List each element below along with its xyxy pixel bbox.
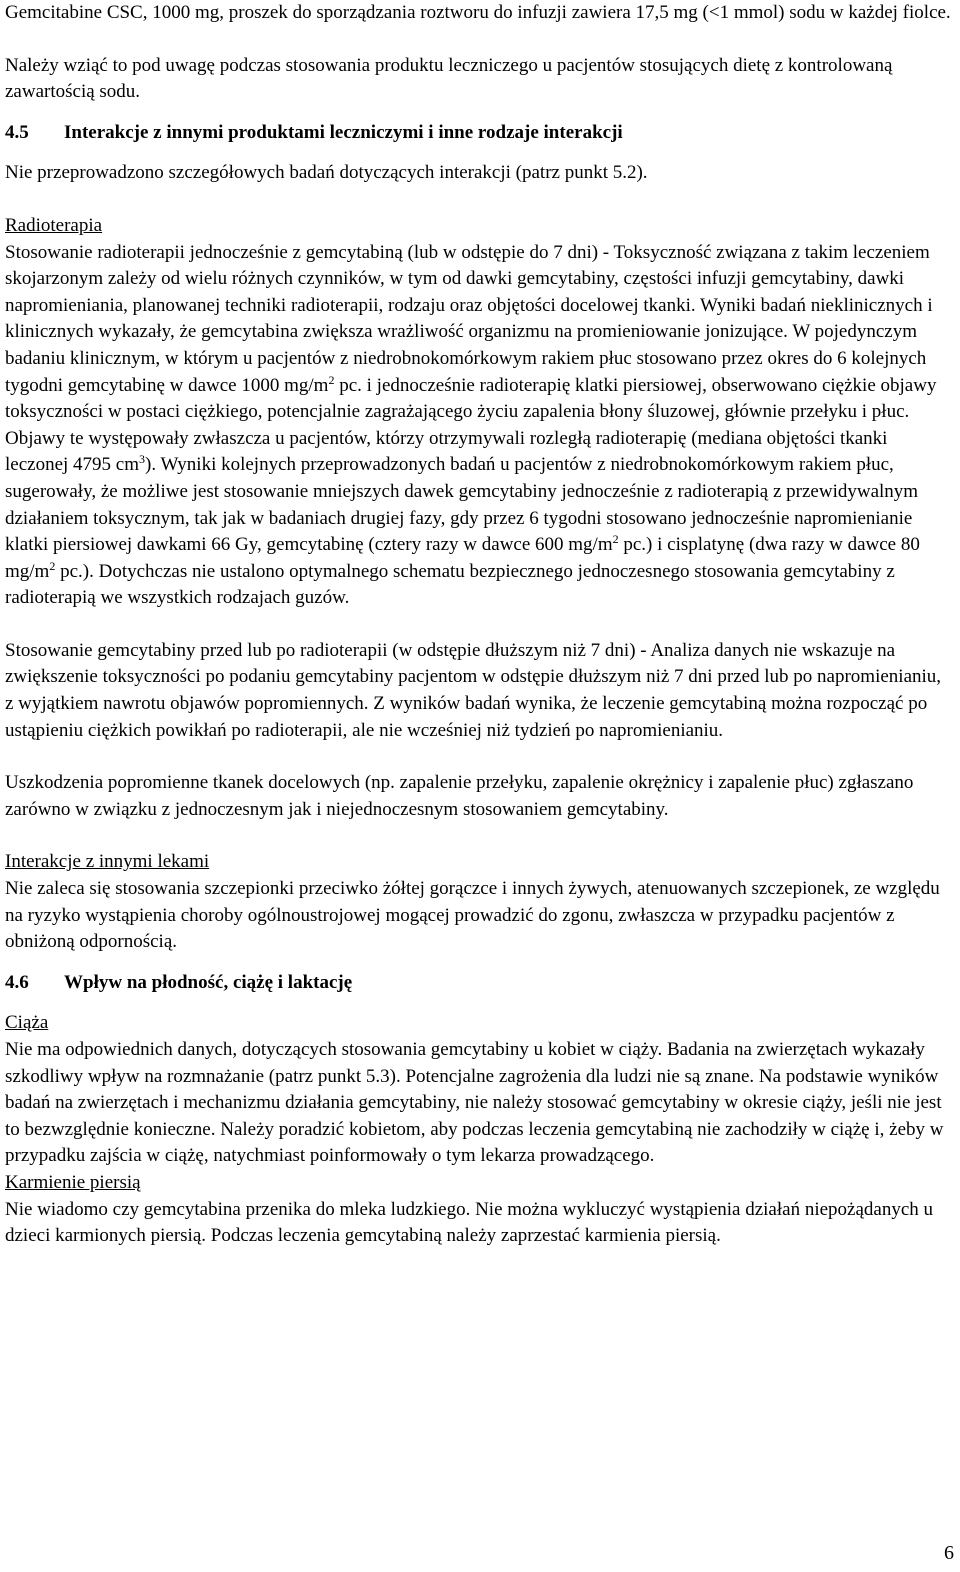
sodium-content-paragraph: Gemcitabine CSC, 1000 mg, proszek do sporządzania roztworu do infuzji zawiera 17,5 mg (<1 mmol) sodu w każdej fiolce. <box>5 2 951 23</box>
breastfeeding-subheading: Karmienie piersią <box>5 1171 141 1193</box>
pregnancy-subheading: Ciąża <box>5 1012 49 1034</box>
other-drugs-subheading: Interakcje z innymi lekami <box>5 851 210 873</box>
radiotherapy-sequential-paragraph: Stosowanie gemcytabiny przed lub po radioterapii (w odstępie dłuższym niż 7 dni) - Analiza danych nie wskazuje na zwiększenie toksyczności po podaniu gemcytabiny pacjentom w odstępie dłuższym niż 7 dni przed lub po napromienianiu, z wyjątkiem nawrotu objawów popromiennych. Z wyników badań wynika, że leczenie gemcytabiną można rozpocząć po ustąpieniu ciężkich powikłań po radioterapii, ale nie wcześniej niż tydzień po napromienianiu. <box>5 639 942 741</box>
section-4-6-number: 4.6 <box>5 971 29 993</box>
breastfeeding-paragraph: Nie wiadomo czy gemcytabina przenika do mleka ludzkiego. Nie można wykluczyć wystąpienia działań niepożądanych u dzieci karmionych piersią. Podczas leczenia gemcytabiną należy zaprzestać karmienia piersią. <box>5 1198 934 1247</box>
section-4-6-heading <box>5 970 953 997</box>
section-4-5-title: Interakcje z innymi produktami leczniczymi i inne rodzaje interakcji <box>64 121 623 143</box>
section-4-5-heading <box>5 120 953 147</box>
radiotherapy-subheading: Radioterapia <box>5 214 103 236</box>
interactions-intro-paragraph: Nie przeprowadzono szczegółowych badań dotyczących interakcji (patrz punkt 5.2). <box>5 162 648 184</box>
section-4-5-number: 4.5 <box>5 121 29 143</box>
section-4-6-title: Wpływ na płodność, ciążę i laktację <box>64 971 353 993</box>
page-number: 6 <box>944 1542 954 1564</box>
sodium-diet-paragraph: Należy wziąć to pod uwagę podczas stosowania produktu leczniczego u pacjentów stosujących dietę z kontrolowaną zawartością sodu. <box>5 54 893 103</box>
radiation-injury-paragraph: Uszkodzenia popromienne tkanek docelowych (np. zapalenie przełyku, zapalenie okrężnicy i zapalenie płuc) zgłaszano zarówno w związku z jednoczesnym jak i niejednoczesnym stosowaniem gemcytabiny. <box>5 772 914 820</box>
document-page <box>5 0 953 1250</box>
other-drugs-paragraph: Nie zaleca się stosowania szczepionki przeciwko żółtej gorączce i innych żywych, atenuowanych szczepionek, ze względu na ryzyko wystąpienia choroby ogólnoustrojowej mogącej prowadzić do zgonu, zwłaszcza w przypadku pacjentów z obniżoną odpornością. <box>5 878 940 953</box>
pregnancy-paragraph: Nie ma odpowiednich danych, dotyczących stosowania gemcytabiny u kobiet w ciąży. Badania na zwierzętach wykazały szkodliwy wpływ na rozmnażanie (patrz punkt 5.3). Potencjalne zagrożenia dla ludzi nie są znane. Na podstawie wyników badań na zwierzętach i mechanizmu działania gemcytabiny, nie należy stosować gemcytabiny w okresie ciąży, jeśli nie jest to bezwzględnie konieczne. Należy poradzić kobietom, aby podczas leczenia gemcytabiną nie zachodziły w ciążę i, żeby w przypadku zajścia w ciążę, natychmiast poinformowały o tym lekarza prowadzącego. <box>5 1039 944 1167</box>
radiotherapy-concurrent-paragraph: Stosowanie radioterapii jednocześnie z gemcytabiną (lub w odstępie do 7 dni) - Toksyczność związana z takim leczeniem skojarzonym zależy od wielu różnych czynników, w tym od dawki gemcytabiny, częstości infuzji gemcytabiny, dawki napromieniania, planowanej techniki radioterapii, rodzaju oraz objętości docelowej tkanki. Wyniki badań nieklinicznych i klinicznych wykazały, że gemcytabina zwiększa wrażliwość organizmu na promieniowanie jonizujące. W pojedynczym badaniu klinicznym, w którym u pacjentów z niedrobnokomórkowym rakiem płuc stosowano przez okres do 6 kolejnych tygodni gemcytabinę w dawce 1000 $mg/m^2$ pc. i jednocześnie radioterapię klatki piersiowej, obserwowano ciężkie objawy toksyczności w postaci ciężkiego, potencjalnie zagrażającego życiu zapalenia błony śluzowej, głównie przełyku i płuc. Objawy te występowały zwłaszcza u pacjentów, którzy otrzymywali rozległą radioterapię (mediana objętości tkanki leczonej 4795 $cm^3$). Wyniki kolejnych przeprowadzonych badań u pacjentów z niedrobnokomórkowym rakiem płuc, sugerowały, że możliwe jest stosowanie mniejszych dawek gemcytabiny jednocześnie z radioterapią z przewidywalnym działaniem toksycznym, tak jak w badaniach drugiej fazy, gdy przez 6 tygodni stosowano jednocześnie napromienianie klatki piersiowej dawkami 66 Gy, gemcytabinę (cztery razy w dawce 600 $mg/m^2$ pc.) i cisplatynę (dwa razy w dawce 80 $mg/m^2$ pc.). Dotychczas nie ustalono optymalnego schematu bezpiecznego jednoczesnego stosowania gemcytabiny z radioterapią we wszystkich rodzajach guzów. <box>5 241 937 609</box>
